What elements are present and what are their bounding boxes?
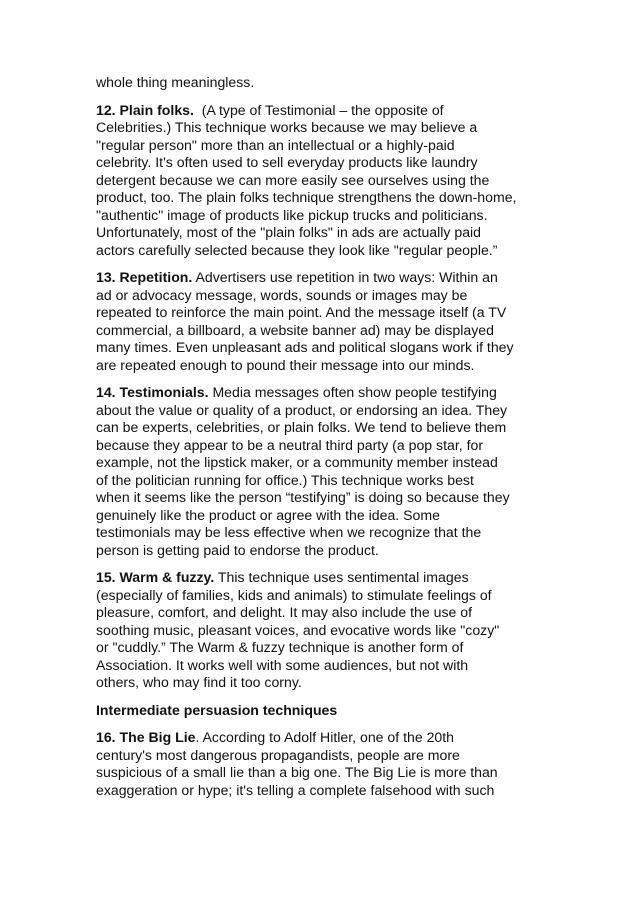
paragraph-line: many times. Even unpleasant ads and political slogans work if they <box>96 339 514 355</box>
section-plain-folks <box>96 102 546 260</box>
paragraph-line: Celebrities.) This technique works because we may believe a <box>96 119 478 135</box>
paragraph-line: century's most dangerous propagandists, people are more <box>96 746 460 763</box>
paragraph-line: Association. It works well with some audiences, but not with <box>96 656 469 673</box>
paragraph-text: This technique uses sentimental images <box>214 569 469 585</box>
paragraph-line: pleasure, comfort, and delight. It may also include the use of <box>96 604 473 620</box>
paragraph-text: (A type of Testimonial – the opposite of <box>193 101 444 118</box>
paragraph-text: Advertisers use repetition in two ways: Within an <box>192 269 498 285</box>
paragraph-line: soothing music, pleasant voices, and evocative words like "cozy" <box>96 621 500 638</box>
paragraph-line: actors carefully selected because they look like "regular people.” <box>96 241 498 258</box>
intro-paragraph <box>96 74 546 92</box>
paragraph-line <box>96 729 546 747</box>
paragraph-line <box>96 102 546 120</box>
paragraph-line: genuinely like the product or agree with the idea. Some <box>96 506 440 523</box>
subheading: Intermediate persuasion techniques <box>96 701 338 718</box>
section-repetition <box>96 269 546 374</box>
paragraph-line: can be experts, celebrities, or plain folks. We tend to believe them <box>96 419 507 435</box>
paragraph-line: "regular person" more than an intellectual or a highly-paid <box>96 136 455 153</box>
paragraph-line: ad or advocacy message, words, sounds or images may be <box>96 286 468 303</box>
paragraph-line: whole thing meaningless. <box>96 74 255 90</box>
paragraph-line <box>96 569 546 587</box>
section-heading: 13. Repetition. <box>96 269 193 285</box>
paragraph-line <box>96 384 546 402</box>
paragraph-line: detergent because we can more easily see ourselves using the <box>96 171 490 188</box>
paragraph-line: others, who may find it too corny. <box>96 674 302 690</box>
section-heading: 16. The Big Lie <box>96 729 196 745</box>
section-big-lie <box>96 729 546 799</box>
paragraph-line: testimonials may be less effective when we recognize that the <box>96 524 482 540</box>
paragraph-line: suspicious of a small lie than a big one. The Big Lie is more than <box>96 764 498 780</box>
paragraph-line: repeated to reinforce the main point. And the message itself (a TV <box>96 304 507 320</box>
paragraph-line: (especially of families, kids and animals) to stimulate feelings of <box>96 586 492 603</box>
paragraph-line: person is getting paid to endorse the product. <box>96 541 379 558</box>
paragraph-line: Unfortunately, most of the "plain folks" in ads are actually paid <box>96 224 481 240</box>
paragraph-line <box>96 269 546 287</box>
paragraph-line: about the value or quality of a product, or endorsing an idea. They <box>96 401 508 418</box>
paragraph-line: because they appear to be a neutral third party (a pop star, for <box>96 436 484 453</box>
paragraph-text: . According to Adolf Hitler, one of the 20th <box>195 729 455 745</box>
paragraph-text: Media messages often show people testifying <box>208 384 497 400</box>
paragraph-line: of the politician running for office.) This technique works best <box>96 471 474 488</box>
section-heading: 14. Testimonials. <box>96 384 209 400</box>
section-heading: 15. Warm & fuzzy. <box>96 569 215 585</box>
paragraph-line: are repeated enough to pound their message into our minds. <box>96 356 475 373</box>
paragraph-line: exaggeration or hype; it's telling a complete falsehood with such <box>96 781 495 798</box>
section-warm-fuzzy <box>96 569 546 692</box>
document-page <box>96 74 546 809</box>
subheading-block <box>96 702 546 720</box>
paragraph-line: "authentic" image of products like pickup trucks and politicians. <box>96 206 488 223</box>
paragraph-line: commercial, a billboard, a website banner ad) may be displayed <box>96 321 494 338</box>
paragraph-line: example, not the lipstick maker, or a community member instead <box>96 454 498 470</box>
paragraph-line: product, too. The plain folks technique strengthens the down-home, <box>96 189 517 205</box>
paragraph-line: or "cuddly.” The Warm & fuzzy technique is another form of <box>96 639 464 655</box>
section-heading: 12. Plain folks. <box>96 101 194 118</box>
paragraph-line: celebrity. It's often used to sell everyday products like laundry <box>96 154 478 170</box>
section-testimonials <box>96 384 546 559</box>
paragraph-line: when it seems like the person “testifying” is doing so because they <box>96 489 510 505</box>
